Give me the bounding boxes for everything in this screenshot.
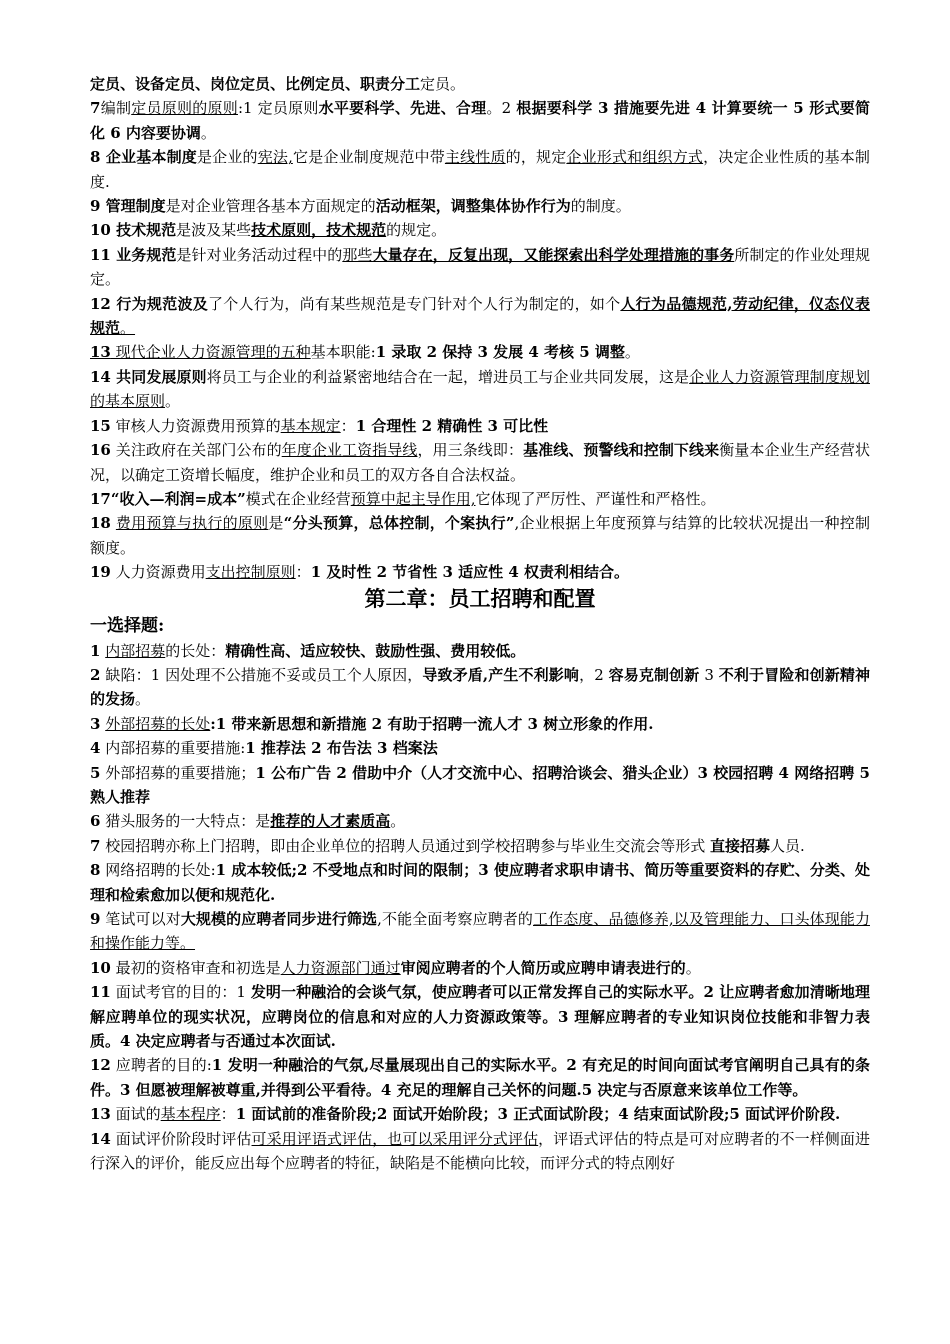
text-run: 9	[90, 910, 101, 928]
chapter-title: 第二章：员工招聘和配置	[364, 585, 596, 611]
text-run: ,不能全面考察应聘者的	[377, 910, 533, 928]
text-run: 是波及某些	[176, 221, 252, 240]
text-run: 1 推荐法 2 布告法 3 档案法	[245, 739, 438, 758]
paragraph	[90, 340, 870, 364]
text-run: 。2	[486, 99, 517, 118]
text-run: 应聘者的目的:	[110, 1056, 212, 1075]
paragraph	[90, 511, 870, 560]
text-run: 1 面试前的准备阶段;2 面试开始阶段；3 正式面试阶段；4 结束面试阶段;5 面试评价阶段.	[235, 1105, 841, 1124]
text-run: 10 技术规范	[90, 221, 177, 240]
text-run: 人力资源费用	[110, 563, 206, 582]
text-run: 1 录取 2 保持 3 发展 4 考核 5 调整	[375, 343, 625, 362]
text-run: ：	[340, 416, 356, 435]
paragraph	[90, 365, 870, 414]
text-run: 的制度。	[570, 197, 631, 216]
text-run: 是对企业管理各基本方面规定的	[165, 197, 376, 216]
paragraph	[90, 292, 870, 341]
text-run: 预算中起主导作用,	[350, 489, 476, 508]
text-run: 。	[200, 123, 216, 142]
paragraph	[90, 736, 870, 760]
text-run: 编制	[100, 99, 132, 118]
text-run: 19	[90, 563, 111, 582]
text-run: 15	[90, 416, 111, 435]
text-run: 人行为品德规范,劳动纪律，仪态仪表规范	[90, 294, 870, 338]
text-run: 14 共同发展原则	[90, 367, 207, 386]
text-run: 大规模的应聘者同步进行筛选	[180, 910, 378, 928]
text-run: 4	[90, 739, 101, 758]
text-run: 3	[699, 665, 719, 684]
text-run: 1 及时性 2 节省性 3 适应性 4 权责利相结合。	[310, 563, 629, 582]
text-run: 面试考官的目的：1	[110, 983, 251, 1002]
text-run: ，评语式评估的特点是可对应聘者的不一样侧面进行深入的评价，能反应出每个应聘者的特征，缺陷是不能横向比较，而评分式的特点刚好	[90, 1129, 870, 1173]
text-run: 13	[90, 343, 111, 362]
text-run: 费用预算与执行的原则	[115, 514, 269, 533]
paragraph	[90, 1127, 870, 1176]
text-run: 。	[624, 343, 640, 362]
text-run: 是企业的	[196, 148, 258, 167]
paragraph	[90, 834, 870, 858]
text-run: 11	[90, 983, 111, 1002]
text-run: ，用三条线即：	[417, 441, 524, 460]
text-run: 12	[90, 1056, 111, 1075]
paragraph	[90, 72, 870, 96]
text-run: ：	[295, 563, 311, 582]
text-run: 。	[135, 690, 151, 709]
paragraph	[90, 1053, 870, 1102]
text-run: 面试的	[110, 1105, 161, 1124]
paragraph	[90, 243, 870, 292]
text-run: 9 管理制度	[90, 197, 166, 216]
text-run: 定员原则的	[131, 99, 208, 118]
paragraph	[90, 218, 870, 242]
text-run: 12 行为规范波及	[90, 294, 209, 313]
text-run: 是	[268, 514, 284, 533]
text-run: 了个人行为，尚有某些规范是专门针对个人行为制定的，如个	[208, 294, 621, 313]
text-run: 定员、设备定员、岗位定员、比例定员、职责分工	[90, 75, 421, 93]
paragraph	[90, 560, 870, 584]
text-run: 容易克制创新	[608, 665, 700, 684]
paragraph	[90, 761, 870, 810]
text-run: 1	[90, 641, 101, 660]
section-title: 一选择题:	[90, 615, 165, 636]
text-run: 是针对业务活动过程中的	[176, 245, 343, 264]
text-run: 10	[90, 958, 111, 977]
paragraph	[90, 96, 870, 145]
paragraph	[90, 956, 870, 980]
text-run: 人力资源部门通过	[280, 958, 401, 977]
paragraph	[90, 438, 870, 487]
text-run: 14	[90, 1129, 111, 1148]
text-run: 。	[165, 392, 181, 411]
text-run: 那些	[342, 245, 373, 264]
text-run: 推荐的人才素质高	[270, 812, 391, 831]
text-run: 原则	[207, 99, 238, 118]
text-run: 1 合理性 2 精确性 3 可比性	[355, 416, 549, 435]
text-run: ,企业根据上年度预算与结算的比较状况提出一种控制额度。	[90, 514, 870, 557]
text-run: 现代企业人力资源管理的五种	[110, 343, 311, 362]
text-run: 支出控制原则	[205, 563, 296, 582]
text-run: 。	[120, 319, 136, 338]
text-run: 1 成本较低;2 不受地点和时间的限制；3 使应聘者求职申请书、简历等重要资料的存贮、分类、处理和检索愈加以便和规范化.	[90, 861, 870, 904]
text-run: 发明一种融洽的会谈气氛，使应聘者可以正常发挥自己的实际水平。2 让应聘者愈加清晰地理解应聘单位的现实状况，应聘岗位的信息和对应的人力资源政策等。3 理解应聘者的专业知识岗位技能和非智力表质。4 决定应聘者与否通过本次面试.	[90, 983, 870, 1051]
paragraph	[90, 712, 870, 736]
text-run: ，决定企业性质的基本制度.	[90, 148, 870, 191]
text-run: 猎头服务的一大特点：是	[100, 812, 271, 831]
text-run: 8 企业基本制度	[90, 148, 197, 167]
text-run: 外部招募的重要措施；	[100, 763, 256, 782]
paragraph	[90, 980, 870, 1053]
text-run: 8	[90, 861, 101, 880]
text-run: 的长处：	[165, 641, 226, 660]
text-run: 模式在企业经营	[245, 489, 351, 508]
text-run: 审核人力资源费用预算的	[110, 416, 281, 435]
text-run: 7	[90, 99, 101, 118]
paragraph	[90, 414, 870, 438]
text-run: 技术原则，技术规范	[251, 221, 387, 240]
text-run: 的，规定	[505, 148, 567, 167]
text-run: 6	[90, 812, 101, 831]
text-run: 5	[90, 763, 101, 782]
text-run: 。	[685, 958, 701, 977]
paragraph	[90, 639, 870, 663]
text-run: 面试评价阶段时评估	[110, 1129, 252, 1148]
paragraph	[90, 145, 870, 194]
text-run: 衡量本企业生产经营状况，以确定工资增长幅度，维护企业和员工的双方各自合法权益。	[90, 441, 870, 484]
text-run: 基本职能:	[310, 343, 376, 362]
text-run: 笔试可以对	[100, 910, 181, 928]
text-run: 宪法,	[257, 148, 293, 167]
text-run: :1 带来新思想和新措施 2 有助于招聘一流人才 3 树立形象的作用.	[210, 714, 654, 733]
text-run: 13	[90, 1105, 111, 1124]
text-run: 企业人力资源管理制度规划的基本原则	[90, 367, 870, 411]
text-run: 缺陷：1 因处理不公措施不妥或员工个人原因，	[100, 665, 423, 684]
text-run: 它是企业制度规范中带	[292, 148, 445, 167]
text-run: 18	[90, 514, 111, 533]
text-run: 最初的资格审查和初选是	[110, 958, 281, 977]
text-run: 。	[390, 812, 406, 831]
text-run: 1 发明一种融洽的气氛,尽量展现出自己的实际水平。2 有充足的时间向面试考官阐明自己具有的条件。3 但愿被理解被尊重,并得到公平看待。4 充足的理解自己关怀的问题.5 决定与否原意来该单位工作等。	[90, 1056, 871, 1099]
text-run: 校园招聘亦称上门招聘，即由企业单位的招聘人员通过到学校招聘参与毕业生交流会等形式	[100, 836, 710, 855]
text-run: 的规定。	[386, 221, 447, 240]
text-run: 它体现了严厉性、严谨性和严格性。	[475, 489, 716, 508]
text-run: 可采用评语式评估，也可以采用评分式评估	[251, 1129, 539, 1148]
text-run: :1 定员原则	[237, 99, 319, 118]
paragraph	[90, 907, 870, 956]
text-run: 主线性质	[444, 148, 506, 167]
text-run: 网络招聘的长处:	[100, 861, 216, 880]
text-run: 11 业务规范	[90, 245, 177, 264]
paragraph	[90, 194, 870, 218]
text-run: 内部招募的重要措施:	[100, 739, 246, 758]
text-run: 16	[90, 441, 111, 460]
text-run: 关注政府在关部门公布的	[110, 441, 282, 460]
text-run: 审阅应聘者的个人简历或应聘申请表进行的	[400, 958, 686, 977]
paragraph	[90, 809, 870, 833]
text-run: 导致矛盾,产生不利影响	[422, 665, 580, 684]
text-run: 人员.	[770, 836, 805, 855]
text-run: 基本程序	[160, 1105, 221, 1124]
paragraph	[90, 663, 870, 712]
text-run: 7	[90, 836, 101, 855]
text-run: 活动框架，调整集体协作行为	[375, 197, 571, 216]
text-run: 基准线、预警线和控制下线来	[523, 441, 720, 460]
text-run: 外部招募的长处	[105, 714, 211, 733]
text-run: 直接招募	[709, 836, 770, 855]
text-run: 工作态度、品德修养,以及管理能力、口头体现能力和操作能力等。	[90, 910, 870, 953]
paragraph-group-part2	[90, 639, 870, 1176]
text-run: “分头预算，总体控制，个案执行”	[283, 514, 515, 533]
text-run: 17“收入—利润=成本”	[90, 489, 246, 508]
paragraph	[90, 858, 870, 907]
text-run: 企业形式和组织方式	[566, 148, 704, 167]
text-run: 水平要科学、先进、合理	[318, 99, 487, 118]
text-run: 基本规定	[280, 416, 341, 435]
text-run: 3	[90, 714, 101, 733]
text-run: ：	[220, 1105, 236, 1124]
text-run: 精确性高、适应较快、鼓励性强、费用较低。	[225, 641, 526, 660]
paragraph	[90, 1102, 870, 1126]
text-run: 大量存在，反复出现，又能探索出科学处理措施的事务	[372, 245, 735, 264]
text-run: ，2	[579, 665, 609, 684]
text-run: 2	[90, 665, 101, 684]
text-run: 年度企业工资指导线	[281, 441, 418, 460]
paragraph	[90, 487, 870, 511]
text-run: 根据要科学 3 措施要先进 4 计算要统一 5 形式要简化 6 内容要协调	[90, 99, 870, 142]
text-run: 内部招募	[105, 641, 166, 660]
text-run: 将员工与企业的利益紧密地结合在一起，增进员工与企业共同发展，这是	[206, 367, 690, 386]
text-run: 1 公布广告 2 借助中介（人才交流中心、招聘洽谈会、猎头企业）3 校园招聘 4 网络招聘 5 熟人推荐	[90, 763, 870, 806]
paragraph-group-part1	[90, 72, 870, 585]
text-run: 定员。	[420, 75, 466, 93]
text-run: 不利于冒险和创新精神的发扬	[90, 665, 870, 709]
text-run: 所制定的作业处理规定。	[90, 245, 870, 289]
